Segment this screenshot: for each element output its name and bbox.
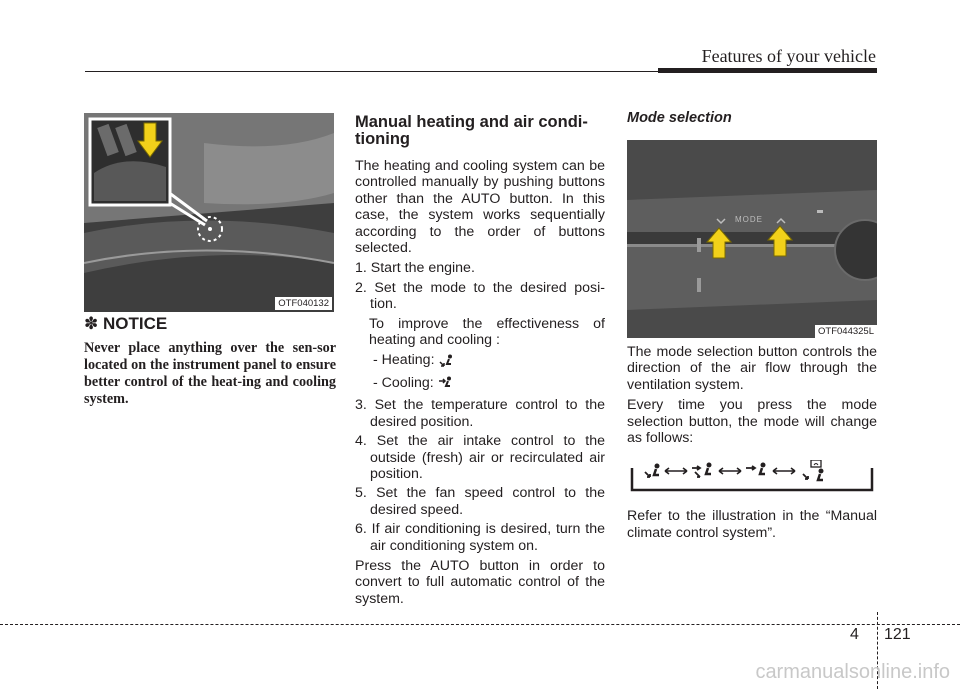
sequence-arrow (773, 468, 795, 474)
header-section-title: Features of your vehicle (701, 46, 876, 66)
bilevel-mode-icon (692, 463, 712, 478)
sequence-arrow (719, 468, 741, 474)
page-number: 121 (884, 626, 911, 643)
notice-symbol-icon: ✽ (84, 314, 99, 333)
notice-text: Never place anything over the sen-sor located on the instrument panel to ensure better control of the heat-ing and cooling system. (84, 340, 336, 407)
heating-label: - Heating: (373, 352, 435, 369)
mode-button-label: MODE (735, 215, 763, 224)
mode-selection-title: Mode selection (627, 110, 732, 126)
step-item: 1. Start the engine. (355, 260, 475, 277)
floor-vent-icon (439, 354, 455, 368)
step-item: 4. Set the air intake control to the outside (fresh) air or recirculated air position. (355, 433, 605, 482)
figure-code: OTF044325L (815, 325, 877, 338)
manual-heating-section (355, 114, 605, 611)
mode-paragraph: Every time you press the mode selection button, the mode will change as follows: (627, 397, 877, 447)
mode-button-photo (627, 140, 877, 338)
figure-code: OTF040132 (275, 297, 332, 310)
floor-defrost-mode-icon (803, 460, 824, 480)
footer-rule (0, 624, 960, 625)
sensor-location-photo (84, 113, 334, 312)
sequence-arrow (665, 468, 687, 474)
heating-mode-line (355, 352, 605, 368)
face-mode-icon (746, 463, 766, 475)
step-item: 3. Set the temperature control to the desired position. (355, 397, 605, 430)
step-item: 6. If air conditioning is desired, turn the air conditioning system on. (355, 521, 605, 554)
cooling-mode-line (355, 375, 605, 391)
mode-selection-section (627, 110, 877, 545)
cooling-label: - Cooling: (373, 374, 434, 391)
watermark: carmanualsonline.info (755, 661, 950, 683)
header-bar (658, 68, 877, 73)
chapter-number: 4 (850, 626, 859, 643)
step-item: 2. Set the mode to the desired posi-tion. (355, 279, 605, 313)
floor-mode-icon (645, 464, 660, 478)
mode-sequence-graphic (629, 460, 875, 494)
face-vent-icon (438, 376, 454, 390)
mode-sequence-diagram (629, 460, 875, 494)
dashboard-sensor-illustration (84, 113, 334, 312)
improve-note: To improve the effectiveness of heating and cooling : (369, 315, 605, 349)
intro-paragraph: The heating and cooling system can be controlled manually by pushing buttons other than the AUTO button. In this case, the system works sequentially according to the order of buttons selected. (355, 158, 605, 257)
step-item: 5. Set the fan speed control to the desired speed. (355, 485, 605, 518)
notice-title: NOTICE (102, 314, 168, 333)
closing-paragraph: Press the AUTO button in order to convert to full automatic control of the system. (355, 557, 605, 607)
section-title: Manual heating and air condi-tioning (355, 113, 588, 148)
climate-panel-illustration (627, 140, 877, 338)
mode-paragraph: Refer to the illustration in the “Manual climate control system”. (627, 508, 877, 541)
notice-heading (84, 314, 167, 334)
mode-paragraph: The mode selection button controls the direction of the air flow through the ventilation system. (627, 344, 877, 393)
